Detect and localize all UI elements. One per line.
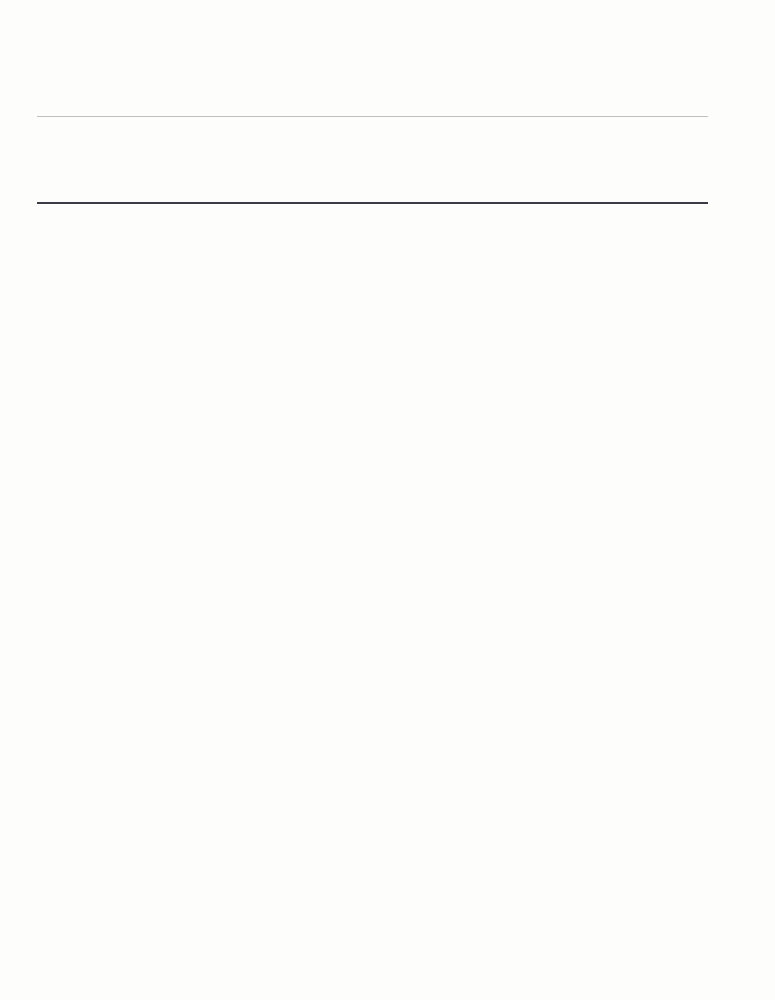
contents-body — [37, 80, 708, 228]
section-rule-top — [37, 116, 708, 117]
section-heading — [37, 117, 708, 202]
section-divider-block — [37, 110, 708, 204]
post-section-gap — [37, 204, 708, 228]
